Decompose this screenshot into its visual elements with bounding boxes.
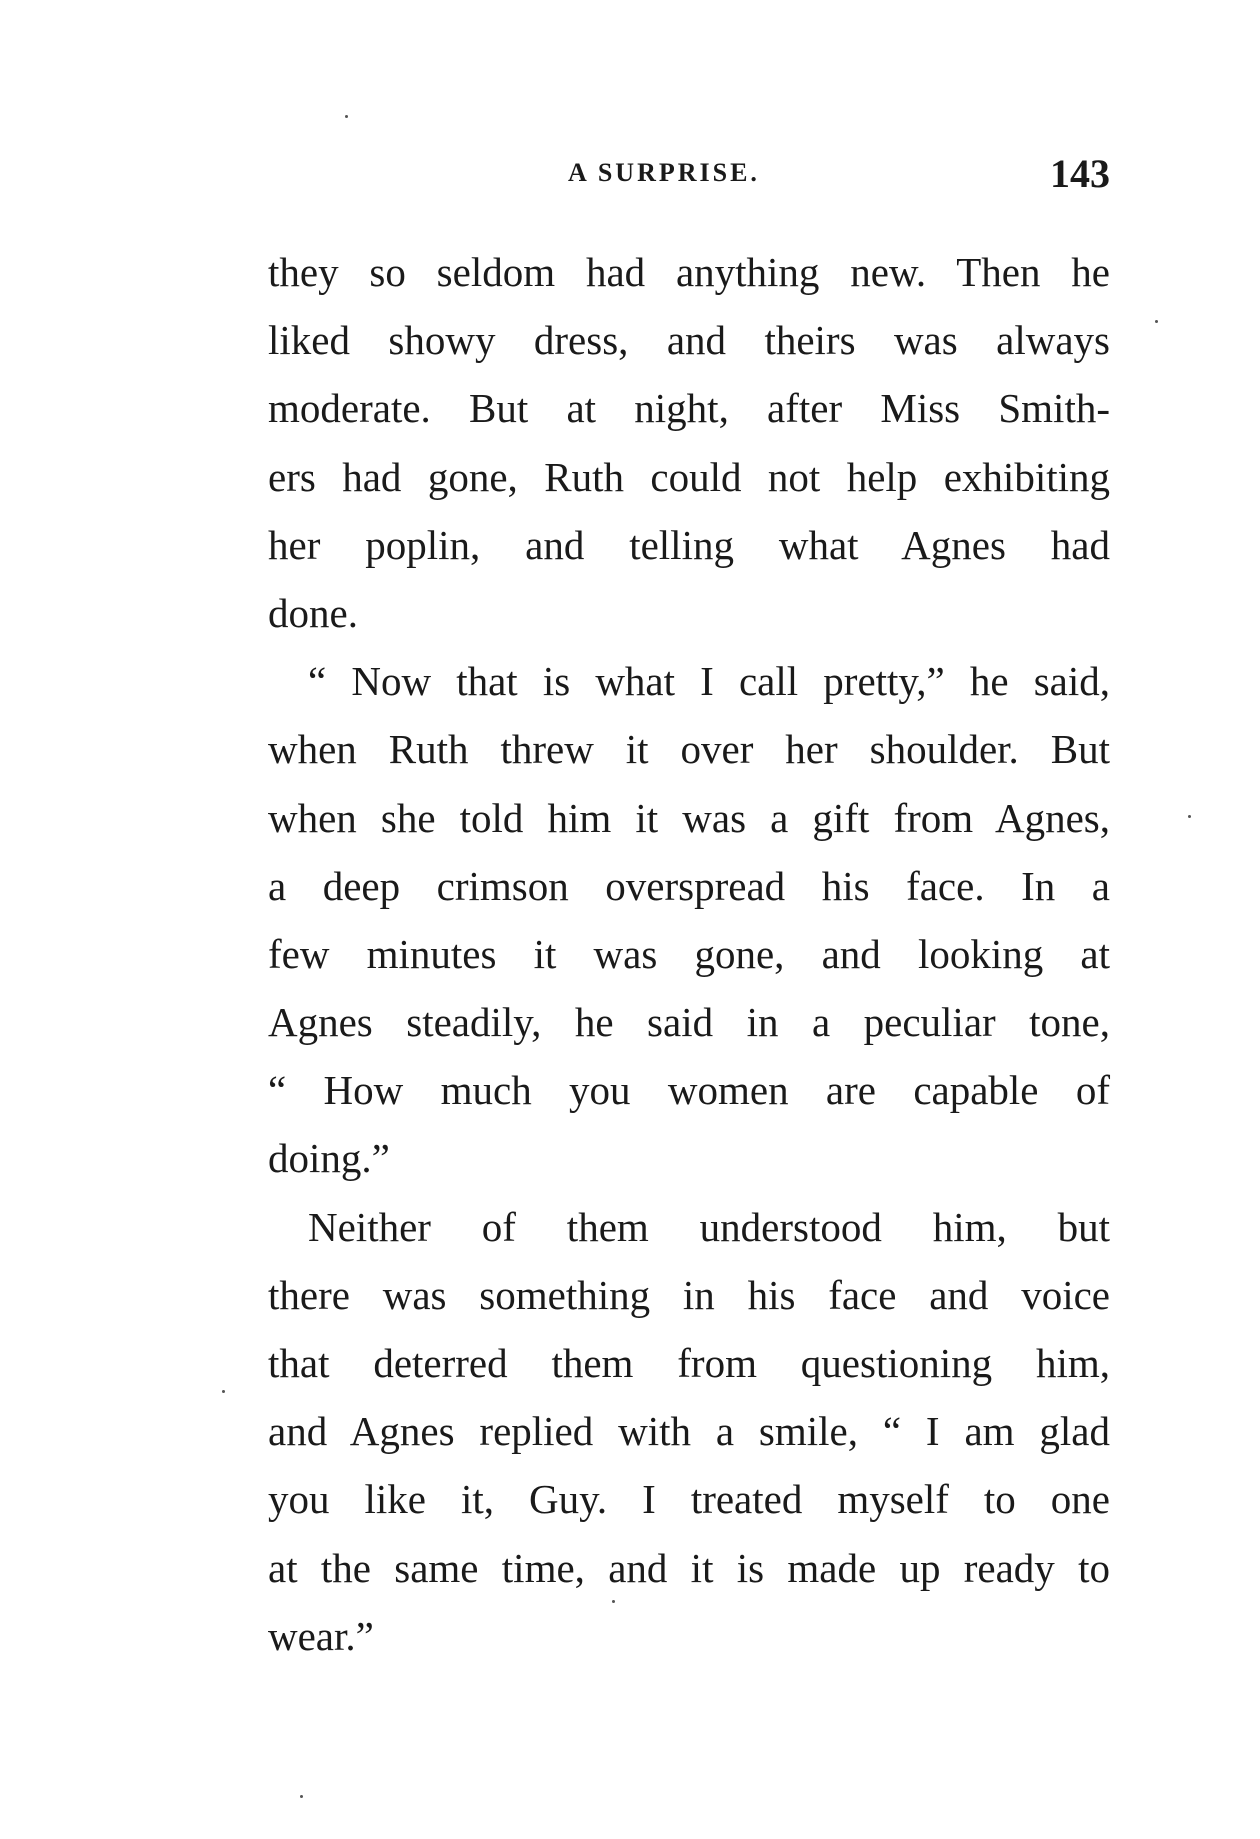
running-title: A SURPRISE. [568,158,760,187]
text-line: that deterred them from questioning him, [268,1340,1110,1386]
text-line: “ Now that is what I call pretty,” he said, [308,658,1110,705]
body-text [268,238,1110,1670]
text-line: a deep crimson overspread his face. In a [268,862,1110,909]
text-line: liked showy dress, and theirs was always [268,317,1110,364]
text-line: Agnes steadily, he said in a peculiar tone, [268,999,1110,1046]
text-line: when she told him it was a gift from Agnes, [268,794,1110,841]
paper-speck [300,1795,303,1798]
text-line: her poplin, and telling what Agnes had [268,521,1110,568]
text-line: they so seldom had anything new. Then he [268,249,1110,295]
text-line: and Agnes replied with a smile, “ I am glad [268,1408,1110,1455]
text-line: “ How much you women are capable of [268,1067,1110,1114]
page-number: 143 [1050,151,1110,196]
paper-speck [1188,815,1191,818]
paper-speck [222,1390,225,1393]
paper-speck [612,1600,615,1603]
text-line: there was something in his face and voice [268,1271,1110,1318]
paper-speck [345,115,348,118]
text-line: when Ruth threw it over her shoulder. But [268,726,1110,773]
text-line: few minutes it was gone, and looking at [268,930,1110,977]
text-line: Neither of them understood him, but [308,1203,1110,1250]
text-line: done. [268,589,358,636]
running-head [268,150,1110,200]
text-line: doing.” [268,1135,390,1182]
text-line: moderate. But at night, after Miss Smith- [268,385,1110,432]
text-line: ers had gone, Ruth could not help exhibiting [268,453,1110,500]
text-line: wear.” [268,1612,374,1659]
text-line: you like it, Guy. I treated myself to one [268,1476,1110,1523]
paper-speck [1155,320,1158,323]
text-line: at the same time, and it is made up ready to [268,1544,1110,1591]
